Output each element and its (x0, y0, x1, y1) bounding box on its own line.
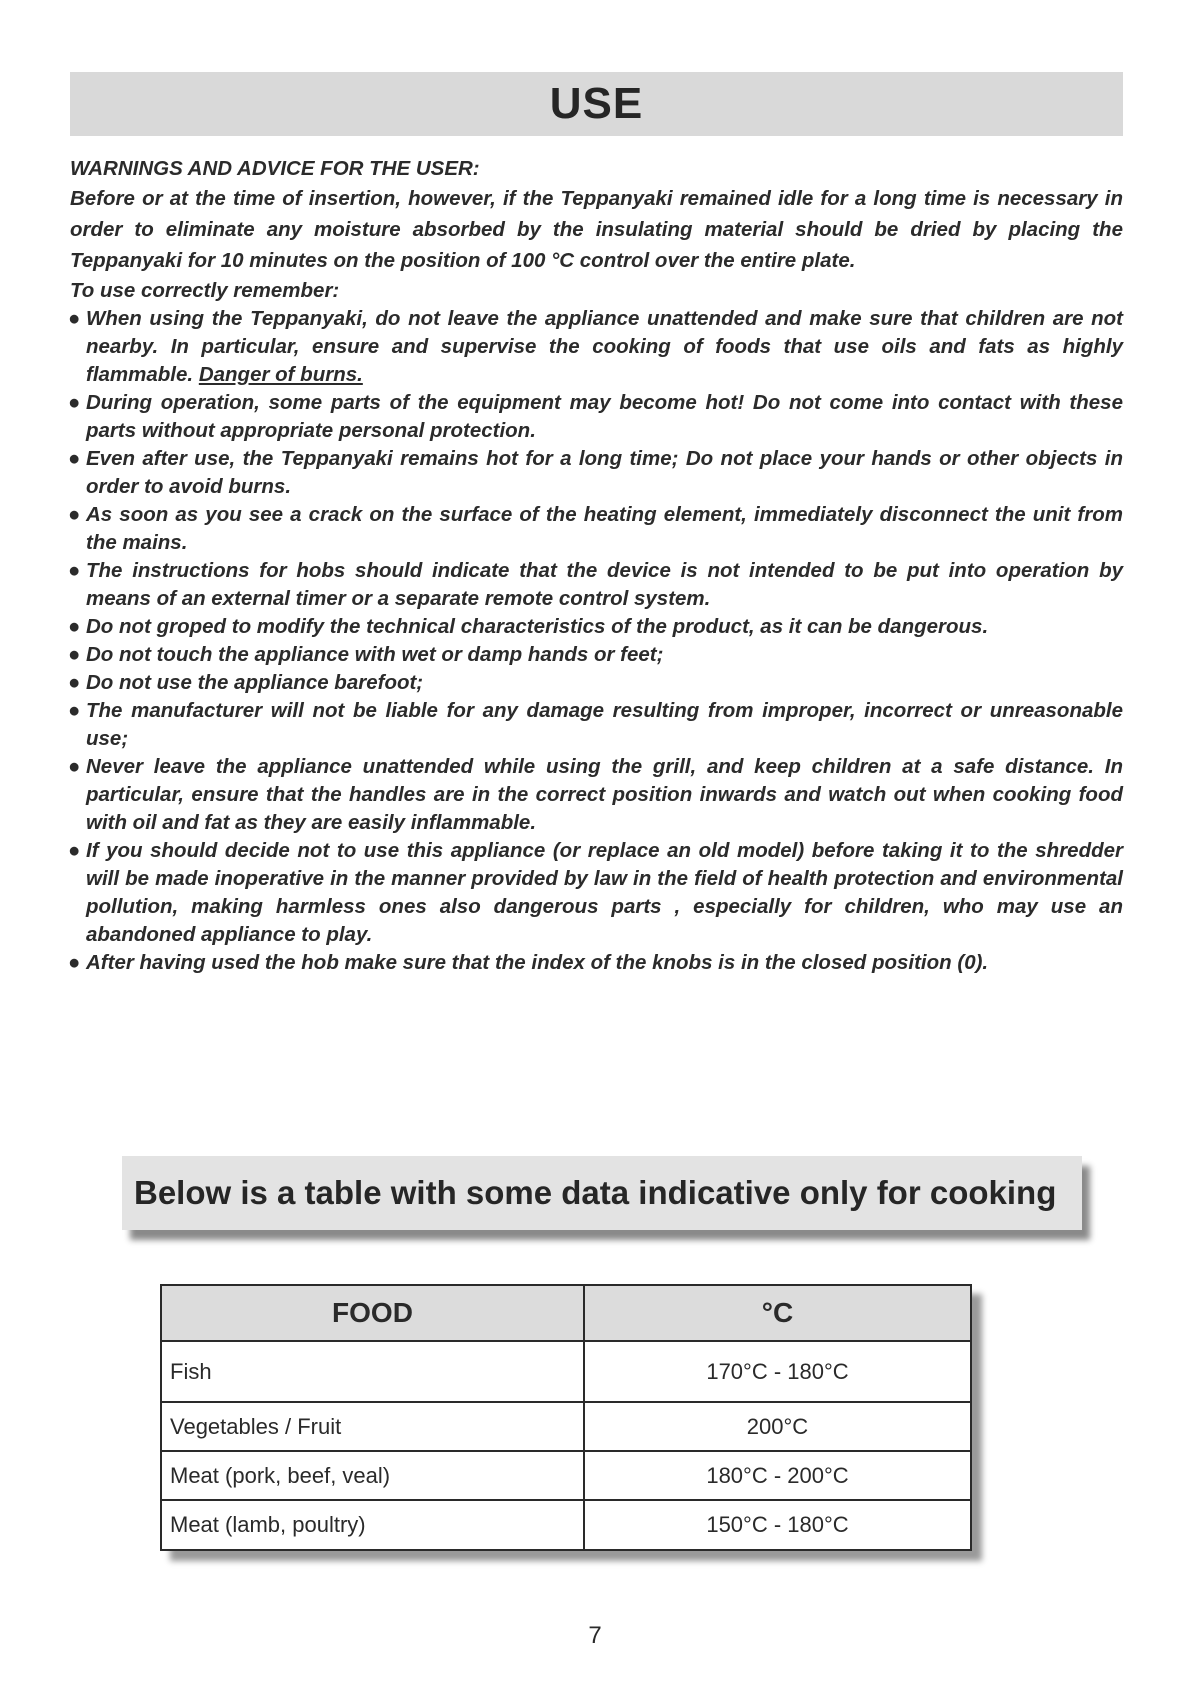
warning-item (70, 669, 1123, 697)
warning-text: The manufacturer will not be liable for any damage resulting from improper, incorrect or unreasonable use; (86, 699, 1123, 750)
warning-item (70, 557, 1123, 613)
remember-heading: To use correctly remember: (70, 279, 340, 302)
warnings-heading: WARNINGS AND ADVICE FOR THE USER: (70, 157, 480, 180)
warning-item (70, 501, 1123, 557)
bullet-icon: ● (68, 643, 81, 666)
intro-paragraph: Before or at the time of insertion, however, if the Teppanyaki remained idle for a long time is necessary in order to eliminate any moisture absorbed by the insulating material should be dried by placing the Teppanyaki for 10 minutes on the position of 100 °C control over the entire plate. (70, 187, 1123, 272)
table-header-row (161, 1285, 971, 1341)
bullet-icon: ● (68, 755, 81, 778)
table-title-box (122, 1156, 1082, 1230)
temperature-cell: 150°C - 180°C (584, 1500, 971, 1550)
warning-text: If you should decide not to use this appliance (or replace an old model) before taking it to the shredder will be made inoperative in the manner provided by law in the field of health protection and environmental pollution, making harmless ones also dangerous parts , especially for children, who may use an abandoned appliance to play. (86, 839, 1123, 946)
temperature-cell: 170°C - 180°C (584, 1341, 971, 1402)
bullet-icon: ● (68, 671, 81, 694)
food-cell: Meat (lamb, poultry) (161, 1500, 584, 1550)
warning-item (70, 753, 1123, 837)
temperature-cell: 180°C - 200°C (584, 1451, 971, 1500)
table-row (161, 1500, 971, 1550)
food-cell: Meat (pork, beef, veal) (161, 1451, 584, 1500)
bullet-icon: ● (68, 615, 81, 638)
warning-text: The instructions for hobs should indicate that the device is not intended to be put into operation by means of an external timer or a separate remote control system. (86, 559, 1123, 610)
warning-text: Never leave the appliance unattended while using the grill, and keep children at a safe distance. In particular, ensure that the handles are in the correct position inwards and watch out when cooking food with oil and fat as they are easily inflammable. (86, 755, 1123, 834)
title-bar (70, 72, 1123, 136)
bullet-icon: ● (68, 699, 81, 722)
bullet-icon: ● (68, 391, 81, 414)
food-cell: Vegetables / Fruit (161, 1402, 584, 1451)
warning-item (70, 305, 1123, 389)
warning-item (70, 613, 1123, 641)
bullet-icon: ● (68, 839, 81, 862)
warning-item (70, 837, 1123, 949)
warning-item (70, 949, 1123, 977)
danger-of-burns: Danger of burns. (198, 363, 363, 386)
food-cell: Fish (161, 1341, 584, 1402)
warning-item (70, 445, 1123, 501)
warnings-list (70, 305, 1123, 977)
page-title: USE (549, 79, 644, 128)
bullet-icon: ● (68, 307, 81, 330)
warning-item (70, 697, 1123, 753)
cooking-table (160, 1284, 972, 1551)
bullet-icon: ● (68, 503, 81, 526)
warning-text: During operation, some parts of the equipment may become hot! Do not come into contact with these parts without appropriate personal protection. (86, 391, 1123, 442)
bullet-icon: ● (68, 447, 81, 470)
bullet-icon: ● (68, 559, 81, 582)
table-row (161, 1402, 971, 1451)
warning-text: Do not use the appliance barefoot; (86, 671, 424, 694)
header-food: FOOD (161, 1285, 584, 1341)
warning-item (70, 641, 1123, 669)
warnings-section (70, 154, 1123, 977)
warning-text: After having used the hob make sure that the index of the knobs is in the closed position (0). (86, 951, 989, 974)
warning-text: Do not groped to modify the technical characteristics of the product, as it can be dangerous. (86, 615, 989, 638)
page-number: 7 (588, 1622, 602, 1649)
warning-text: Even after use, the Teppanyaki remains hot for a long time; Do not place your hands or other objects in order to avoid burns. (86, 447, 1123, 498)
table-row (161, 1451, 971, 1500)
warning-text: As soon as you see a crack on the surface of the heating element, immediately disconnect the unit from the mains. (86, 503, 1123, 554)
warning-text: Do not touch the appliance with wet or damp hands or feet; (86, 643, 664, 666)
temperature-cell: 200°C (584, 1402, 971, 1451)
warning-item (70, 389, 1123, 445)
table-row (161, 1341, 971, 1402)
cooking-table-wrapper (160, 1284, 972, 1551)
header-temperature: °C (584, 1285, 971, 1341)
warning-text: When using the Teppanyaki, do not leave the appliance unattended and make sure that children are not nearby. In particular, ensure and supervise the cooking of foods that use oils and fats as highly flammable. (86, 307, 1123, 386)
bullet-icon: ● (68, 951, 81, 974)
table-title: Below is a table with some data indicative only for cooking (134, 1174, 1057, 1211)
